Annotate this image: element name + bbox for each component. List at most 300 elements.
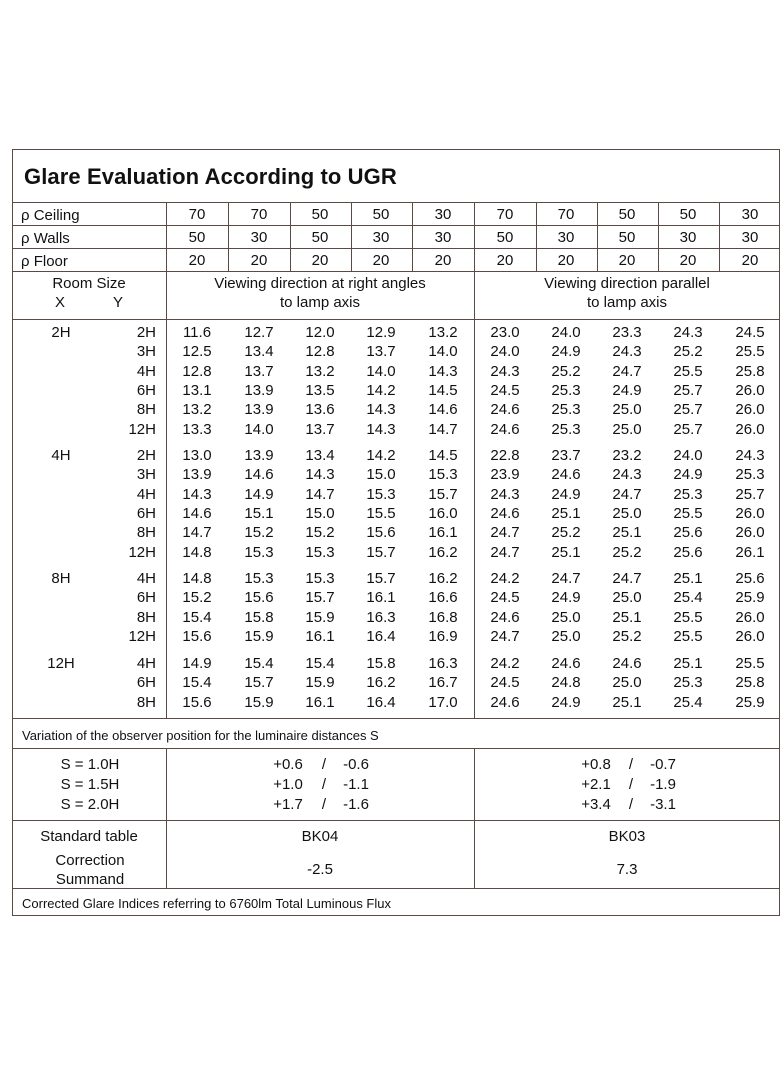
ugr-value: 24.7 [490,627,520,645]
ugr-value: 16.4 [366,627,396,645]
ugr-value: 25.0 [551,608,581,626]
ugr-value: 25.5 [673,608,703,626]
reflectance-walls-value: 30 [250,229,268,246]
ugr-value: 25.5 [673,504,703,522]
ugr-value: 14.6 [244,466,274,484]
ugr-value: 25.2 [612,627,642,645]
ugr-value: 23.2 [612,447,642,464]
ugr-value: 15.4 [244,655,274,672]
room-size-y-label: Y [112,294,124,311]
ugr-value: 14.2 [366,447,396,464]
ugr-value: 25.7 [735,485,765,503]
reflectance-walls-value: 30 [372,229,390,246]
room-y-value: 12H [128,420,156,438]
ugr-value: 25.3 [551,401,581,419]
ugr-value: 24.6 [490,608,520,626]
ugr-value: 14.3 [366,420,396,438]
ugr-value: 25.2 [612,543,642,561]
vrule-reflectance-2 [351,202,352,271]
viewing-right-angles-line1: Viewing direction at right angles [214,275,426,292]
ugr-value: 14.8 [182,570,212,587]
ugr-value: 24.6 [551,655,581,672]
room-y-value: 2H [136,324,156,341]
ugr-value: 24.0 [673,447,703,464]
ugr-value: 13.7 [366,343,396,361]
ugr-value: 15.2 [244,524,274,542]
ugr-glare-table [12,149,780,916]
ugr-value: 25.0 [612,504,642,522]
ugr-value: 25.0 [551,627,581,645]
rule-correction-end [13,888,779,889]
room-y-value: 6H [136,674,156,692]
room-y-value: 6H [136,589,156,607]
ugr-value: 24.6 [551,466,581,484]
ugr-value: 23.3 [612,324,642,341]
reflectance-ceiling-value: 50 [311,206,329,223]
room-y-value: 6H [136,504,156,522]
ugr-value: 15.4 [182,674,212,692]
ugr-value: 24.6 [490,693,520,711]
ugr-value: 13.0 [182,447,212,464]
ugr-value: 15.7 [305,589,335,607]
ugr-value: 15.2 [305,524,335,542]
ugr-value: 14.0 [366,362,396,380]
variation-title: Variation of the observer position for the luminaire distances S [22,728,379,743]
ugr-value: 24.9 [551,343,581,361]
room-y-value: 2H [136,447,156,464]
ugr-value: 16.2 [428,543,458,561]
variation-distance-label: S = 1.0H [60,756,120,773]
ugr-value: 15.6 [182,627,212,645]
ugr-value: 23.0 [490,324,520,341]
room-size-x-label: X [54,294,66,311]
variation-parallel-plus: +3.4 [581,796,611,813]
ugr-value: 25.0 [612,589,642,607]
ugr-value: 25.7 [673,401,703,419]
ugr-value: 25.3 [551,381,581,399]
ugr-value: 14.3 [366,401,396,419]
reflectance-floor-value: 20 [557,252,575,269]
ugr-value: 15.5 [366,504,396,522]
ugr-value: 26.0 [735,608,765,626]
variation-parallel-minus: -1.9 [650,776,676,793]
room-x-value: 2H [51,324,71,341]
rule-floor [13,271,779,272]
ugr-value: 16.8 [428,608,458,626]
variation-right-minus: -1.6 [343,796,369,813]
ugr-value: 24.9 [673,466,703,484]
reflectance-floor-value: 20 [372,252,390,269]
ugr-value: 12.5 [182,343,212,361]
ugr-value: 25.3 [673,674,703,692]
ugr-value: 14.5 [428,447,458,464]
reflectance-ceiling-value: 50 [372,206,390,223]
standard-table-label: Standard table [40,828,138,845]
room-y-value: 4H [136,362,156,380]
ugr-value: 14.7 [428,420,458,438]
rule-data-end [13,718,779,719]
vrule-roomsize [166,202,167,718]
reflectance-walls-value: 50 [311,229,329,246]
rule-walls [13,248,779,249]
vrule-mid [474,202,475,718]
ugr-value: 22.8 [490,447,520,464]
vrule-roomsize-lower [166,748,167,888]
ugr-value: 25.3 [735,466,765,484]
ugr-value: 24.3 [612,343,642,361]
ugr-value: 24.8 [551,674,581,692]
standard-table-parallel: BK03 [608,828,646,845]
ugr-value: 24.0 [490,343,520,361]
variation-right-plus: +1.7 [273,796,303,813]
ugr-value: 14.2 [366,381,396,399]
ugr-value: 14.9 [244,485,274,503]
variation-parallel-slash: / [628,796,634,813]
ugr-value: 24.9 [551,485,581,503]
ugr-value: 24.5 [490,589,520,607]
correction-parallel: 7.3 [616,861,638,878]
room-y-value: 3H [136,466,156,484]
reflectance-floor-value: 20 [496,252,514,269]
ugr-value: 14.0 [428,343,458,361]
viewing-right-angles-line2: to lamp axis [279,294,361,311]
ugr-value: 24.7 [551,570,581,587]
ugr-value: 15.7 [366,570,396,587]
ugr-value: 13.6 [305,401,335,419]
variation-parallel-minus: -3.1 [650,796,676,813]
ugr-value: 24.3 [612,466,642,484]
correction-right: -2.5 [307,861,333,878]
ugr-value: 25.1 [673,655,703,672]
reflectance-name: Walls [33,230,70,247]
ugr-value: 15.3 [244,543,274,561]
variation-right-minus: -0.6 [343,756,369,773]
ugr-value: 12.9 [366,324,396,341]
ugr-value: 15.9 [244,693,274,711]
ugr-value: 15.7 [428,485,458,503]
ugr-value: 16.3 [428,655,458,672]
reflectance-ceiling-value: 30 [741,206,759,223]
variation-right-minus: -1.1 [343,776,369,793]
ugr-value: 26.0 [735,627,765,645]
ugr-value: 15.3 [244,570,274,587]
ugr-value: 16.2 [366,674,396,692]
variation-parallel-slash: / [628,776,634,793]
reflectance-label-floor [21,252,68,271]
variation-parallel-plus: +0.8 [581,756,611,773]
ugr-value: 15.1 [244,504,274,522]
ugr-value: 26.0 [735,401,765,419]
variation-parallel-minus: -0.7 [650,756,676,773]
ugr-value: 24.6 [490,420,520,438]
ugr-value: 24.3 [735,447,765,464]
ugr-value: 24.7 [612,485,642,503]
ugr-value: 15.7 [366,543,396,561]
ugr-value: 24.7 [490,524,520,542]
ugr-value: 13.7 [244,362,274,380]
ugr-value: 25.5 [735,343,765,361]
ugr-value: 13.4 [305,447,335,464]
ugr-value: 25.4 [673,589,703,607]
reflectance-name: Floor [33,253,68,270]
ugr-value: 15.4 [182,608,212,626]
ugr-value: 14.6 [182,504,212,522]
ugr-value: 24.3 [490,362,520,380]
ugr-value: 15.6 [366,524,396,542]
reflectance-floor-value: 20 [679,252,697,269]
ugr-value: 25.5 [673,627,703,645]
ugr-value: 25.6 [735,570,765,587]
ugr-value: 13.9 [244,381,274,399]
ugr-value: 25.2 [551,524,581,542]
ugr-value: 14.7 [305,485,335,503]
vrule-reflectance-7 [719,202,720,271]
variation-right-slash: / [321,776,327,793]
rule-ceiling [13,225,779,226]
ugr-value: 24.7 [612,362,642,380]
room-size-label: Room Size [52,275,126,292]
reflectance-ceiling-value: 50 [618,206,636,223]
ugr-value: 25.3 [551,420,581,438]
correction-label-line2: Summand [55,871,125,888]
ugr-value: 15.3 [305,543,335,561]
vrule-reflectance-3 [412,202,413,271]
ugr-value: 24.7 [612,570,642,587]
vrule-reflectance-5 [597,202,598,271]
room-y-value: 8H [136,401,156,419]
ugr-value: 11.6 [182,324,212,341]
ugr-value: 13.1 [182,381,212,399]
ugr-value: 25.2 [673,343,703,361]
ugr-value: 24.2 [490,570,520,587]
table-title: Glare Evaluation According to UGR [24,164,397,189]
ugr-value: 16.3 [366,608,396,626]
ugr-value: 25.6 [673,543,703,561]
variation-right-plus: +1.0 [273,776,303,793]
ugr-value: 16.0 [428,504,458,522]
ugr-value: 15.3 [428,466,458,484]
ugr-value: 25.1 [612,524,642,542]
variation-right-slash: / [321,756,327,773]
ugr-value: 13.5 [305,381,335,399]
reflectance-label-ceiling [21,206,80,225]
ugr-value: 24.5 [735,324,765,341]
ugr-value: 16.2 [428,570,458,587]
ugr-value: 14.3 [182,485,212,503]
ugr-value: 26.0 [735,504,765,522]
ugr-value: 24.3 [673,324,703,341]
ugr-value: 15.7 [244,674,274,692]
rule-header [13,319,779,320]
ugr-value: 16.4 [366,693,396,711]
ugr-value: 25.6 [673,524,703,542]
reflectance-floor-value: 20 [188,252,206,269]
room-y-value: 12H [128,543,156,561]
rule-variation-title [13,748,779,749]
rho-symbol: ρ [21,207,34,224]
ugr-value: 24.5 [490,381,520,399]
reflectance-ceiling-value: 70 [496,206,514,223]
ugr-value: 14.6 [428,401,458,419]
reflectance-ceiling-value: 70 [188,206,206,223]
ugr-value: 25.3 [673,485,703,503]
ugr-value: 25.8 [735,674,765,692]
ugr-value: 16.1 [305,627,335,645]
room-x-value: 4H [51,447,71,464]
ugr-value: 15.4 [305,655,335,672]
ugr-value: 16.1 [305,693,335,711]
ugr-value: 13.2 [182,401,212,419]
ugr-value: 14.8 [182,543,212,561]
ugr-value: 16.9 [428,627,458,645]
viewing-parallel-line1: Viewing direction parallel [544,275,710,292]
ugr-value: 23.9 [490,466,520,484]
variation-distance-label: S = 2.0H [60,796,120,813]
ugr-value: 24.9 [551,589,581,607]
standard-table-right: BK04 [301,828,339,845]
ugr-value: 25.1 [551,504,581,522]
ugr-value: 23.7 [551,447,581,464]
ugr-value: 12.8 [305,343,335,361]
ugr-value: 14.3 [428,362,458,380]
rule-title [13,202,779,203]
ugr-value: 25.1 [673,570,703,587]
correction-label-line1: Correction [55,852,125,869]
ugr-value: 14.5 [428,381,458,399]
ugr-value: 25.1 [612,608,642,626]
ugr-value: 24.7 [490,543,520,561]
ugr-value: 13.9 [244,447,274,464]
room-y-value: 6H [136,381,156,399]
vrule-mid-lower [474,748,475,888]
room-x-value: 8H [51,570,71,587]
room-y-value: 12H [128,627,156,645]
ugr-value: 15.6 [244,589,274,607]
ugr-value: 25.8 [735,362,765,380]
reflectance-floor-value: 20 [618,252,636,269]
reflectance-floor-value: 20 [741,252,759,269]
reflectance-ceiling-value: 70 [557,206,575,223]
ugr-value: 12.0 [305,324,335,341]
variation-distance-label: S = 1.5H [60,776,120,793]
ugr-value: 26.0 [735,381,765,399]
ugr-value: 15.3 [366,485,396,503]
ugr-value: 15.9 [305,608,335,626]
ugr-value: 24.0 [551,324,581,341]
ugr-value: 13.2 [305,362,335,380]
ugr-value: 25.5 [673,362,703,380]
ugr-value: 25.0 [612,674,642,692]
ugr-value: 24.6 [490,504,520,522]
reflectance-label-walls [21,229,70,248]
ugr-value: 24.2 [490,655,520,672]
ugr-value: 25.1 [551,543,581,561]
ugr-value: 15.2 [182,589,212,607]
ugr-value: 16.7 [428,674,458,692]
ugr-value: 15.6 [182,693,212,711]
ugr-value: 24.9 [551,693,581,711]
variation-right-plus: +0.6 [273,756,303,773]
ugr-value: 16.1 [428,524,458,542]
ugr-value: 25.1 [612,693,642,711]
rule-variation-end [13,820,779,821]
ugr-value: 24.9 [612,381,642,399]
ugr-value: 15.3 [305,570,335,587]
ugr-value: 13.7 [305,420,335,438]
reflectance-ceiling-value: 70 [250,206,268,223]
room-x-value: 12H [47,655,75,672]
variation-right-slash: / [321,796,327,813]
ugr-value: 25.0 [612,401,642,419]
reflectance-walls-value: 30 [434,229,452,246]
reflectance-walls-value: 30 [557,229,575,246]
reflectance-walls-value: 30 [741,229,759,246]
ugr-value: 25.9 [735,693,765,711]
ugr-value: 14.9 [182,655,212,672]
room-y-value: 4H [136,485,156,503]
vrule-reflectance-6 [658,202,659,271]
room-y-value: 3H [136,343,156,361]
ugr-value: 15.9 [305,674,335,692]
ugr-value: 13.4 [244,343,274,361]
vrule-reflectance-4 [536,202,537,271]
reflectance-floor-value: 20 [250,252,268,269]
ugr-value: 26.0 [735,420,765,438]
reflectance-name: Ceiling [33,207,80,224]
ugr-value: 26.0 [735,524,765,542]
room-y-value: 4H [136,655,156,672]
ugr-value: 24.6 [490,401,520,419]
ugr-value: 15.9 [244,627,274,645]
viewing-parallel-line2: to lamp axis [586,294,668,311]
ugr-value: 25.9 [735,589,765,607]
ugr-value: 25.5 [735,655,765,672]
room-y-value: 4H [136,570,156,587]
ugr-value: 24.3 [490,485,520,503]
ugr-value: 13.9 [182,466,212,484]
reflectance-walls-value: 50 [496,229,514,246]
ugr-value: 26.1 [735,543,765,561]
reflectance-walls-value: 50 [188,229,206,246]
reflectance-walls-value: 30 [679,229,697,246]
ugr-value: 15.8 [366,655,396,672]
reflectance-ceiling-value: 50 [679,206,697,223]
ugr-value: 15.8 [244,608,274,626]
ugr-value: 25.2 [551,362,581,380]
ugr-value: 12.8 [182,362,212,380]
footer-note: Corrected Glare Indices referring to 6760lm Total Luminous Flux [22,896,391,911]
ugr-value: 25.7 [673,381,703,399]
variation-parallel-plus: +2.1 [581,776,611,793]
vrule-reflectance-0 [228,202,229,271]
room-y-value: 8H [136,608,156,626]
reflectance-floor-value: 20 [311,252,329,269]
rho-symbol: ρ [21,230,34,247]
ugr-value: 25.4 [673,693,703,711]
ugr-value: 13.3 [182,420,212,438]
reflectance-ceiling-value: 30 [434,206,452,223]
ugr-value: 13.2 [428,324,458,341]
ugr-value: 16.6 [428,589,458,607]
ugr-value: 12.7 [244,324,274,341]
ugr-value: 14.0 [244,420,274,438]
ugr-value: 24.5 [490,674,520,692]
room-y-value: 8H [136,693,156,711]
ugr-value: 15.0 [305,504,335,522]
ugr-value: 17.0 [428,693,458,711]
ugr-value: 16.1 [366,589,396,607]
reflectance-floor-value: 20 [434,252,452,269]
